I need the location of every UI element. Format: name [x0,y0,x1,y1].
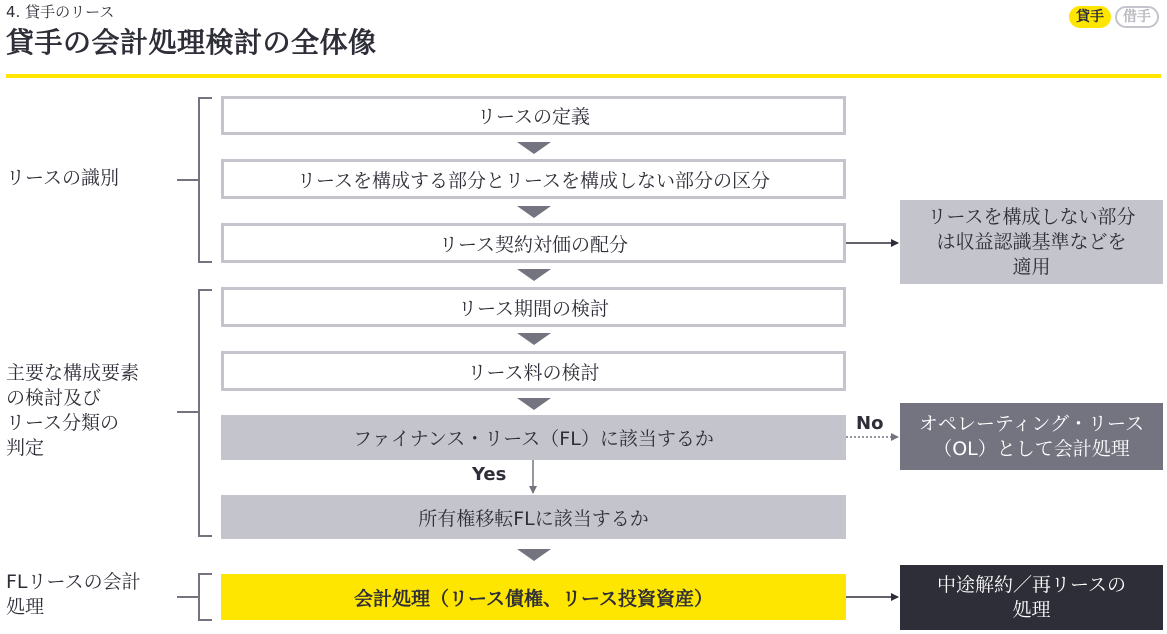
page-title: 貸手の会計処理検討の全体像 [6,26,377,59]
section-label-line: FLリースの会計 [6,571,141,593]
section-label-line: の検討及び [6,387,102,409]
side-box-line: リースを構成しない部分 [927,205,1136,228]
flow-step-consideration-allocation: リース契約対価の配分 [221,223,846,263]
yes-label: Yes [472,464,507,485]
section-label-line: リース分類の [6,412,120,434]
flow-step-lease-payments: リース料の検討 [221,351,846,391]
lessor-tag[interactable]: 貸手 [1069,6,1111,28]
section-label-line: 処理 [6,596,45,618]
flow-step-ownership-transfer-test: 所有権移転FLに該当するか [221,495,846,539]
side-box-line: 適用 [1012,255,1051,278]
flow-step-accounting: 会計処理（リース債権、リース投資資産） [221,574,846,620]
flow-step-lease-definition: リースの定義 [221,96,846,135]
no-label: No [856,413,884,434]
side-box-line: 中途解約／再リースの [936,573,1127,596]
side-box-line: （OL）として会計処理 [933,437,1130,460]
flow-step-lease-term: リース期間の検討 [221,287,846,327]
section-label-identification: リースの識別 [6,167,120,189]
section-label-line: 判定 [6,437,45,459]
flow-step-finance-lease-test: ファイナンス・リース（FL）に該当するか [221,415,846,460]
side-box-line: 処理 [1012,598,1051,621]
section-label-line: 主要な構成要素 [6,362,140,384]
lessee-tag[interactable]: 借手 [1115,6,1159,28]
side-box-line: は収益認識基準などを [936,230,1127,253]
flow-step-component-separation: リースを構成する部分とリースを構成しない部分の区分 [221,159,846,199]
side-box-line: オペレーティング・リース [918,412,1145,435]
breadcrumb: 4. 貸手のリース [6,3,115,21]
